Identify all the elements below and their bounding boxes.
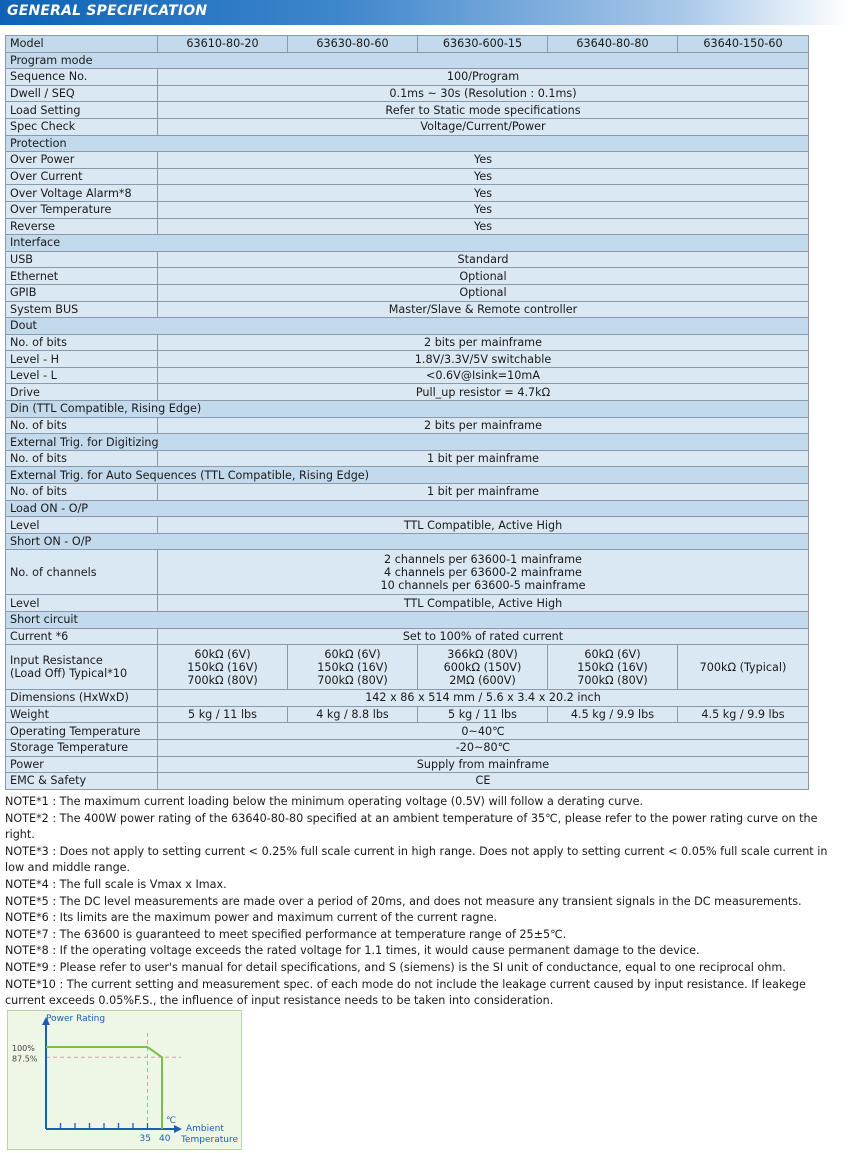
x-tick-label: 40 xyxy=(159,1134,171,1144)
note-item: NOTE*6 : Its limits are the maximum power and maximum current of the current ragne. xyxy=(5,911,498,925)
row-label: Drive xyxy=(6,384,158,401)
table-row xyxy=(6,384,809,401)
table-row xyxy=(6,152,809,169)
row-label: Level xyxy=(6,517,158,534)
row-label: Reverse xyxy=(6,218,158,235)
x-axis-label: Ambient xyxy=(186,1124,224,1134)
power-curve xyxy=(46,1047,162,1129)
table-row xyxy=(6,367,809,384)
note-item: NOTE*1 : The maximum current loading below the minimum operating voltage (0.5V) will follow a derating curve. xyxy=(5,795,644,808)
row-value: Set to 100% of rated current xyxy=(158,628,809,645)
cell-line: (Load Off) Typical*10 xyxy=(10,667,128,681)
table-row xyxy=(6,484,809,501)
table-row xyxy=(6,550,809,595)
row-value: Optional xyxy=(158,268,809,285)
row-label: No. of channels xyxy=(6,550,158,595)
power-rating-chart xyxy=(7,1010,242,1150)
row-label: Power xyxy=(6,756,158,773)
row-value xyxy=(548,645,678,690)
row-value: 2 bits per mainframe xyxy=(158,334,809,351)
row-value: Yes xyxy=(158,168,809,185)
section-label: Short ON - O/P xyxy=(6,533,809,550)
cell-line: 700kΩ (Typical) xyxy=(699,660,787,674)
header-label: Model xyxy=(6,36,158,53)
notes xyxy=(5,794,845,1010)
model-header: 63640-150-60 xyxy=(678,36,809,53)
row-value: 4 kg / 8.8 lbs xyxy=(288,706,418,723)
row-label: No. of bits xyxy=(6,417,158,434)
row-value: CE xyxy=(158,773,809,790)
section-row xyxy=(6,533,809,550)
cell-line: 150kΩ (16V) xyxy=(317,660,388,674)
table-row xyxy=(6,628,809,645)
section-label: Load ON - O/P xyxy=(6,500,809,517)
x-tick-label: 35 xyxy=(139,1134,151,1144)
table-row xyxy=(6,201,809,218)
row-label: Over Power xyxy=(6,152,158,169)
row-label: Level - L xyxy=(6,367,158,384)
row-value: Yes xyxy=(158,152,809,169)
model-header: 63610-80-20 xyxy=(158,36,288,53)
row-value: -20~80℃ xyxy=(158,739,809,756)
row-value: 0~40℃ xyxy=(158,723,809,740)
row-label xyxy=(6,645,158,690)
row-value: 4.5 kg / 9.9 lbs xyxy=(678,706,809,723)
row-label: Dwell / SEQ xyxy=(6,85,158,102)
row-value xyxy=(158,645,288,690)
row-value xyxy=(418,645,548,690)
row-value: 4.5 kg / 9.9 lbs xyxy=(548,706,678,723)
cell-line: 700kΩ (80V) xyxy=(577,673,648,687)
section-row xyxy=(6,318,809,335)
table-row xyxy=(6,301,809,318)
row-value xyxy=(158,550,809,595)
row-label: Over Current xyxy=(6,168,158,185)
y-tick-label: 100% xyxy=(12,1044,35,1053)
row-label: GPIB xyxy=(6,284,158,301)
section-label: Program mode xyxy=(6,52,809,69)
table-row xyxy=(6,69,809,86)
table-row xyxy=(6,739,809,756)
row-value: 1 bit per mainframe xyxy=(158,450,809,467)
note-item: NOTE*9 : Please refer to user's manual for detail specifications, and S (siemens) is the SI unit of conductance, equal to one reciprocal ohm. xyxy=(5,960,786,974)
table-row xyxy=(6,773,809,790)
cell-line: 700kΩ (80V) xyxy=(187,673,258,687)
row-label: Level xyxy=(6,595,158,612)
table-row xyxy=(6,351,809,368)
row-label: Ethernet xyxy=(6,268,158,285)
table-row xyxy=(6,706,809,723)
row-label: No. of bits xyxy=(6,334,158,351)
section-row xyxy=(6,401,809,418)
row-label: Over Temperature xyxy=(6,201,158,218)
note-item: NOTE*3 : Does not apply to setting current < 0.25% full scale current in high range. Does not apply to setting current < 0.05% full scale current in low and middle range. xyxy=(5,844,828,875)
note-item: NOTE*10 : The current setting and measurement spec. of each mode do not include the leakage current caused by input resistance. If leakege current exceeds 0.05%F.S., the influence of input resistance needs to be taken into consideration. xyxy=(5,977,806,1008)
cell-line: 60kΩ (6V) xyxy=(194,647,251,661)
section-row xyxy=(6,500,809,517)
row-value: <0.6V@Isink=10mA xyxy=(158,367,809,384)
note-item: NOTE*2 : The 400W power rating of the 63640-80-80 specified at an ambient temperature of 35℃, please refer to the power rating curve on the right. xyxy=(5,811,818,842)
row-label: System BUS xyxy=(6,301,158,318)
row-value: TTL Compatible, Active High xyxy=(158,517,809,534)
section-row xyxy=(6,612,809,629)
section-label: Din (TTL Compatible, Rising Edge) xyxy=(6,401,809,418)
row-value: Yes xyxy=(158,185,809,202)
section-title: GENERAL SPECIFICATION xyxy=(7,3,208,19)
row-label: Over Voltage Alarm*8 xyxy=(6,185,158,202)
cell-line: 2 channels per 63600-1 mainframe xyxy=(384,552,582,566)
table-row xyxy=(6,517,809,534)
table-row xyxy=(6,102,809,119)
table-row xyxy=(6,218,809,235)
row-label: No. of bits xyxy=(6,450,158,467)
cell-line: Input Resistance xyxy=(10,654,103,668)
table-row xyxy=(6,118,809,135)
section-row xyxy=(6,52,809,69)
spec-table xyxy=(5,35,809,790)
header-row xyxy=(6,36,809,53)
cell-line: 150kΩ (16V) xyxy=(187,660,258,674)
row-value: Yes xyxy=(158,218,809,235)
section-row xyxy=(6,467,809,484)
model-header: 63640-80-80 xyxy=(548,36,678,53)
section-row xyxy=(6,235,809,252)
row-value: 1 bit per mainframe xyxy=(158,484,809,501)
table-row xyxy=(6,251,809,268)
row-value: Master/Slave & Remote controller xyxy=(158,301,809,318)
cell-line: 2MΩ (600V) xyxy=(449,673,516,687)
section-label: Interface xyxy=(6,235,809,252)
section-header xyxy=(0,0,851,25)
table-row xyxy=(6,284,809,301)
section-label: Dout xyxy=(6,318,809,335)
table-row xyxy=(6,168,809,185)
section-row xyxy=(6,434,809,451)
model-header: 63630-600-15 xyxy=(418,36,548,53)
cell-line: 600kΩ (150V) xyxy=(443,660,522,674)
row-value: Voltage/Current/Power xyxy=(158,118,809,135)
row-value: 5 kg / 11 lbs xyxy=(418,706,548,723)
table-row xyxy=(6,334,809,351)
row-value xyxy=(678,645,809,690)
row-value: Refer to Static mode specifications xyxy=(158,102,809,119)
table-row xyxy=(6,756,809,773)
row-value: Standard xyxy=(158,251,809,268)
row-label: Level - H xyxy=(6,351,158,368)
row-label: Current *6 xyxy=(6,628,158,645)
x-unit-label: ℃ xyxy=(166,1116,177,1126)
row-value: 0.1ms ~ 30s (Resolution : 0.1ms) xyxy=(158,85,809,102)
row-value: Optional xyxy=(158,284,809,301)
cell-line: 700kΩ (80V) xyxy=(317,673,388,687)
row-value: Yes xyxy=(158,201,809,218)
table-row xyxy=(6,645,809,690)
note-item: NOTE*8 : If the operating voltage exceeds the rated voltage for 1.1 times, it would cause permanent damage to the device. xyxy=(5,944,700,958)
row-label: Load Setting xyxy=(6,102,158,119)
cell-line: 60kΩ (6V) xyxy=(324,647,381,661)
x-axis-label: Temperature xyxy=(181,1135,239,1145)
row-label: Weight xyxy=(6,706,158,723)
table-row xyxy=(6,417,809,434)
row-value: 1.8V/3.3V/5V switchable xyxy=(158,351,809,368)
cell-line: 60kΩ (6V) xyxy=(584,647,641,661)
section-label: External Trig. for Digitizing xyxy=(6,434,809,451)
row-value: TTL Compatible, Active High xyxy=(158,595,809,612)
x-axis-arrow xyxy=(174,1125,182,1133)
row-value: 5 kg / 11 lbs xyxy=(158,706,288,723)
section-label: External Trig. for Auto Sequences (TTL Compatible, Rising Edge) xyxy=(6,467,809,484)
row-value: Pull_up resistor = 4.7kΩ xyxy=(158,384,809,401)
model-header: 63630-80-60 xyxy=(288,36,418,53)
row-label: Storage Temperature xyxy=(6,739,158,756)
row-label: EMC & Safety xyxy=(6,773,158,790)
cell-line: 366kΩ (80V) xyxy=(447,647,518,661)
row-value xyxy=(288,645,418,690)
row-label: No. of bits xyxy=(6,484,158,501)
y-tick-label: 87.5% xyxy=(12,1054,38,1064)
row-value: Supply from mainframe xyxy=(158,756,809,773)
table-row xyxy=(6,450,809,467)
section-row xyxy=(6,135,809,152)
row-value: 2 bits per mainframe xyxy=(158,417,809,434)
table-row xyxy=(6,690,809,707)
table-row xyxy=(6,595,809,612)
note-item: NOTE*7 : The 63600 is guaranteed to meet specified performance at temperature range of 25±5℃. xyxy=(5,927,567,941)
chart-title: Power Rating xyxy=(46,1014,106,1024)
note-item: NOTE*5 : The DC level measurements are made over a period of 20ms, and does not measure any transient signals in the DC measurements. xyxy=(5,894,802,908)
table-row xyxy=(6,85,809,102)
note-item: NOTE*4 : The full scale is Vmax x Imax. xyxy=(5,877,227,891)
row-value: 100/Program xyxy=(158,69,809,86)
table-row xyxy=(6,723,809,740)
row-label: Sequence No. xyxy=(6,69,158,86)
cell-line: 10 channels per 63600-5 mainframe xyxy=(380,578,586,592)
section-label: Short circuit xyxy=(6,612,809,629)
row-label: Dimensions (HxWxD) xyxy=(6,690,158,707)
row-label: Spec Check xyxy=(6,118,158,135)
power-rating-svg xyxy=(8,1011,241,1149)
cell-line: 150kΩ (16V) xyxy=(577,660,648,674)
section-label: Protection xyxy=(6,135,809,152)
row-label: USB xyxy=(6,251,158,268)
table-row xyxy=(6,268,809,285)
cell-line: 4 channels per 63600-2 mainframe xyxy=(384,565,582,579)
row-label: Operating Temperature xyxy=(6,723,158,740)
row-value: 142 x 86 x 514 mm / 5.6 x 3.4 x 20.2 inch xyxy=(158,690,809,707)
table-row xyxy=(6,185,809,202)
